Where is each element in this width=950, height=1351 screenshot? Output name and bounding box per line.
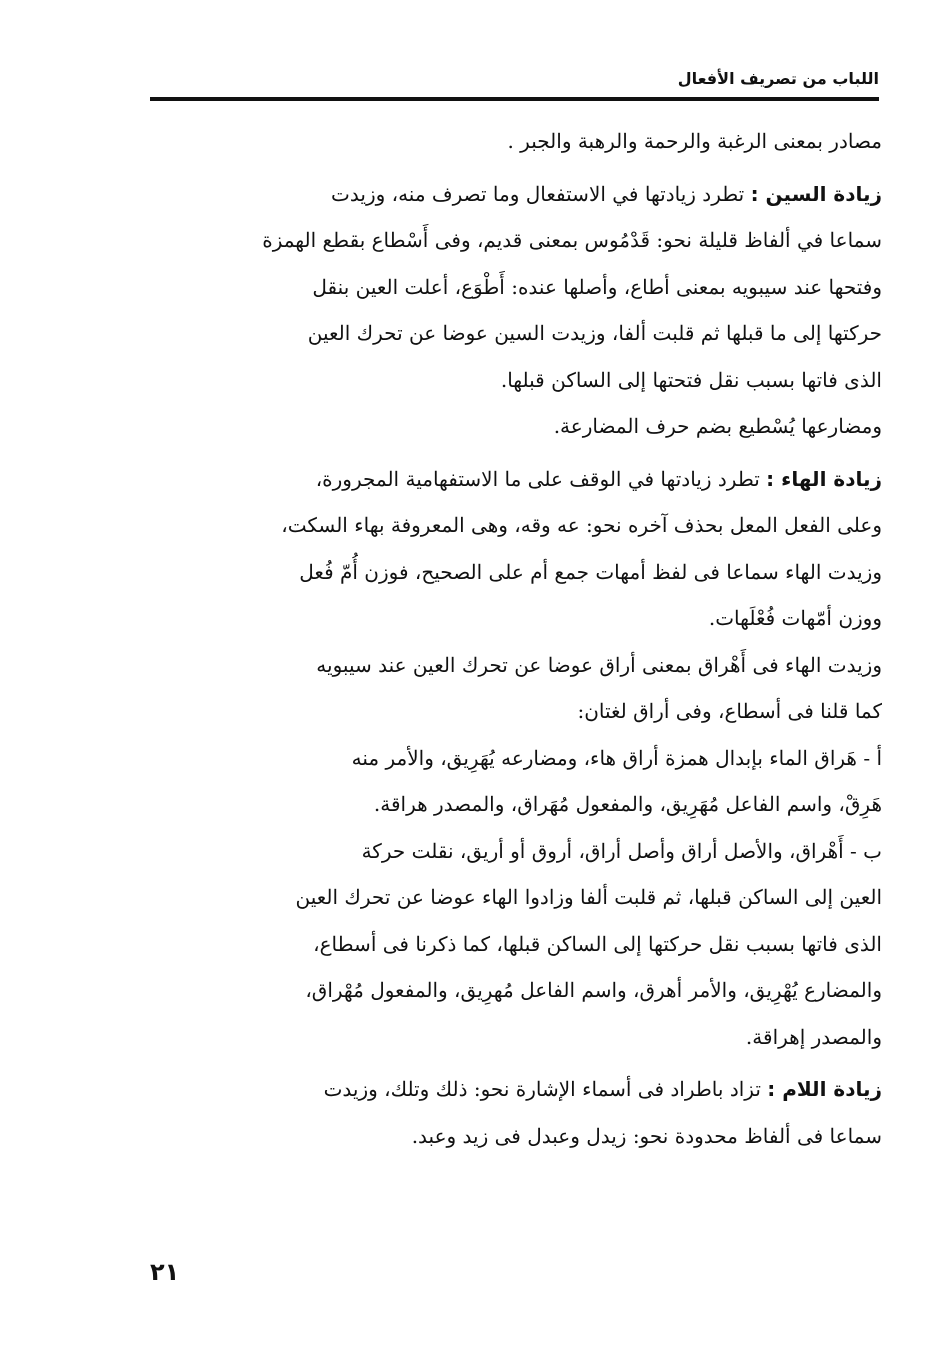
section-lead-haa: زيادة الهاء : <box>766 466 882 491</box>
header-rule <box>150 97 879 101</box>
text-line: حركتها إلى ما قبلها ثم قلبت ألفا، وزيدت السين عوضا عن تحرك العين <box>307 321 882 345</box>
running-header-title: اللباب من تصريف الأفعال <box>677 69 879 88</box>
text-line: العين إلى الساكن قبلها، ثم قلبت ألفا وزادوا الهاء عوضا عن تحرك العين <box>295 885 882 909</box>
page-number: ٢١ <box>150 1258 180 1286</box>
text-line: ومضارعها يُسْطيع بضم حرف المضارعة. <box>553 414 882 438</box>
text-line: الذى فاتها بسبب نقل فتحتها إلى الساكن قبلها. <box>500 367 882 392</box>
text-line: والمضارع يُهْرِيق، والأمر أهرق، واسم الفاعل مُهرِيق، والمفعول مُهْراق، <box>305 978 882 1002</box>
text-fragment: تزاد باطراد فى أسماء الإشارة نحو: ذلك وتلك، وزيدت <box>323 1077 761 1101</box>
text-line: الذى فاتها بسبب نقل حركتها إلى الساكن قبلها، كما ذكرنا فى أسطاع، <box>313 931 882 956</box>
text-line: ووزن أمّهات فُعْلَهات. <box>708 606 882 630</box>
text-line: والمصدر إهراقة. <box>745 1024 882 1049</box>
text-fragment: تطرد زيادتها في الاستفعال وما تصرف منه، وزيدت <box>331 181 745 206</box>
text-line: وزيدت الهاء سماعا فى لفظ أمهات جمع أم على الصحيح، فوزن أُمّ فُعل <box>299 559 882 584</box>
text-fragment: تطرد زيادتها في الوقف على ما الاستفهامية المجرورة، <box>315 466 760 491</box>
text-line: وفتحها عند سيبويه بمعنى أطاع، وأصلها عنده: أَطْوَع، أعلت العين بنقل <box>312 274 882 299</box>
page-body <box>150 118 882 1159</box>
text-line: وعلى الفعل المعل بحذف آخره نحو: عه وقه، وهى المعروفة بهاء السكت، <box>281 513 882 537</box>
text-line-with-lead <box>150 171 882 218</box>
text-line: ب - أَهْراق، والأصل أراق وأصل أراق، أروق أو أريق، نقلت حركة <box>361 838 882 863</box>
text-line: هَرِقْ، واسم الفاعل مُهَرِيق، والمفعول مُهَراق، والمصدر هراقة. <box>373 792 882 816</box>
text-line-with-lead <box>150 1066 882 1113</box>
text-line: كما قلنا فى أسطاع، وفى أراق لغتان: <box>577 699 882 723</box>
text-line: أ - هَراق الماء بإبدال همزة أراق هاء، ومضارعه يُهَرِيق، والأمر منه <box>351 745 882 770</box>
section-lead-siin: زيادة السين : <box>750 181 882 206</box>
text-line: سماعا فى ألفاظ محدودة نحو: زيدل وعبدل فى زيد وعبد. <box>411 1123 882 1148</box>
text-line-with-lead <box>150 456 882 503</box>
section-lead-laam: زيادة اللام : <box>767 1077 882 1101</box>
text-line: مصادر بمعنى الرغبة والرحمة والرهبة والجبر . <box>507 129 882 153</box>
text-line: وزيدت الهاء فى أَهْراق بمعنى أراق عوضا عن تحرك العين عند سيبويه <box>316 652 882 677</box>
text-line: سماعا في ألفاظ قليلة نحو: قَدْمُوس بمعنى قديم، وفى أَسْطاع بقطع الهمزة <box>262 228 882 252</box>
